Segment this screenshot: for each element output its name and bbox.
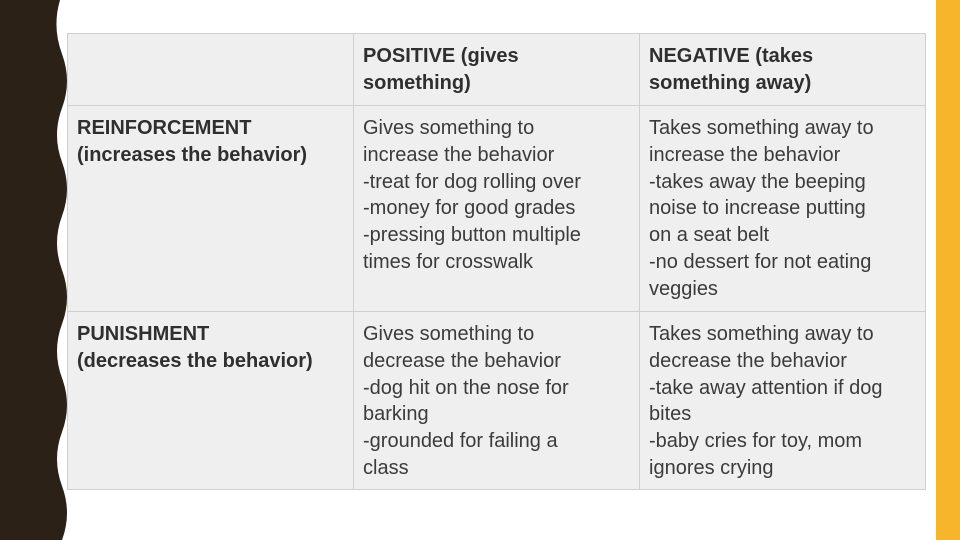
cell-line: Takes something away to — [649, 117, 874, 139]
header-corner-cell — [68, 34, 354, 106]
cell-line: ignores crying — [649, 456, 774, 479]
cell-line: -take away attention if dog — [649, 376, 883, 399]
cell-line: Gives something to — [363, 117, 535, 139]
row-label-line: (increases the behavior) — [77, 143, 308, 166]
row-label-line: PUNISHMENT — [77, 323, 210, 345]
table-header-row — [68, 34, 926, 106]
header-positive-line: something) — [363, 71, 471, 94]
cell-line: -pressing button multiple — [363, 224, 581, 247]
cell-line: on a seat belt — [649, 224, 770, 247]
header-positive-line: POSITIVE (gives — [363, 45, 519, 67]
row-label-reinforcement — [68, 106, 354, 312]
cell-line: Gives something to — [363, 323, 535, 345]
cell-negative-reinforcement — [640, 106, 926, 312]
cell-line: decrease the behavior — [649, 349, 847, 372]
behavior-table-container — [67, 33, 926, 490]
cell-line: noise to increase putting — [649, 197, 866, 220]
cell-line: increase the behavior — [649, 143, 841, 166]
table-row-reinforcement — [68, 106, 926, 312]
cell-line: bites — [649, 403, 692, 426]
cell-line: -grounded for failing a — [363, 430, 558, 453]
cell-line: -baby cries for toy, mom — [649, 430, 863, 453]
cell-line: -takes away the beeping — [649, 170, 866, 193]
row-label-line: (decreases the behavior) — [77, 349, 313, 372]
cell-line: -money for good grades — [363, 197, 576, 220]
header-positive — [354, 34, 640, 106]
cell-line: decrease the behavior — [363, 349, 561, 372]
cell-line: barking — [363, 403, 429, 426]
header-negative-line: NEGATIVE (takes — [649, 45, 814, 67]
cell-line: Takes something away to — [649, 323, 874, 345]
header-negative-line: something away) — [649, 71, 812, 94]
cell-line: -no dessert for not eating — [649, 250, 872, 273]
row-label-line: REINFORCEMENT — [77, 117, 252, 139]
table-row-punishment — [68, 312, 926, 490]
cell-line: -dog hit on the nose for — [363, 376, 569, 399]
accent-bar — [936, 0, 960, 540]
cell-line: veggies — [649, 277, 718, 300]
cell-positive-punishment — [354, 312, 640, 490]
cell-line: class — [363, 456, 409, 479]
reinforcement-punishment-table — [67, 33, 926, 490]
cell-line: increase the behavior — [363, 143, 555, 166]
header-negative — [640, 34, 926, 106]
cell-line: -treat for dog rolling over — [363, 170, 581, 193]
cell-negative-punishment — [640, 312, 926, 490]
cell-positive-reinforcement — [354, 106, 640, 312]
row-label-punishment — [68, 312, 354, 490]
cell-line: times for crosswalk — [363, 250, 534, 273]
